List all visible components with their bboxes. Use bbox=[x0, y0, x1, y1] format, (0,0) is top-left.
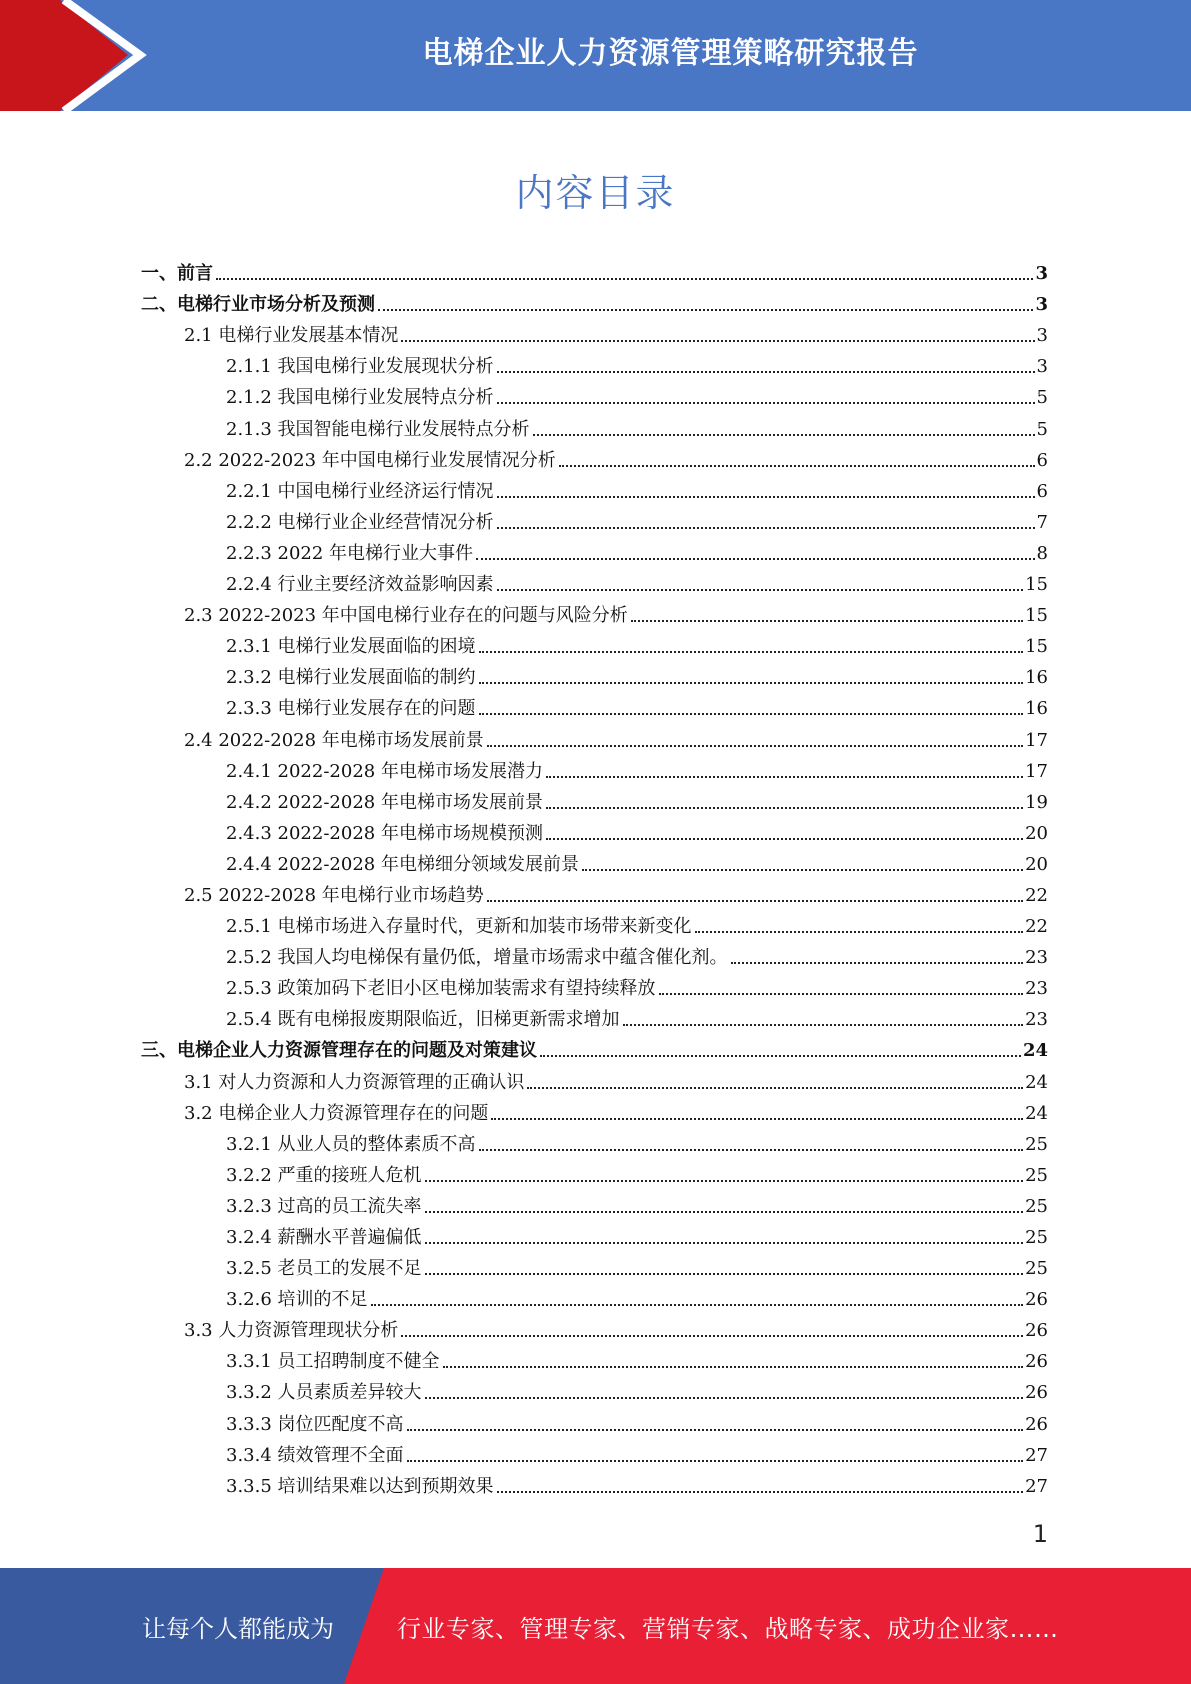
toc-dot-leader bbox=[527, 1087, 1023, 1089]
toc-dot-leader bbox=[582, 869, 1023, 871]
toc-entry[interactable] bbox=[141, 347, 1048, 378]
toc-dot-leader bbox=[476, 558, 1034, 560]
toc-entry-page: 26 bbox=[1025, 1351, 1048, 1373]
toc-entry-title: 2.4.2 2022-2028 年电梯市场发展前景 bbox=[226, 791, 543, 813]
toc-entry[interactable] bbox=[141, 783, 1048, 814]
toc-dot-leader bbox=[487, 900, 1023, 902]
toc-entry[interactable] bbox=[141, 1062, 1048, 1093]
toc-dot-leader bbox=[533, 434, 1035, 436]
toc-entry[interactable] bbox=[141, 845, 1048, 876]
toc-entry[interactable] bbox=[141, 627, 1048, 658]
toc-entry[interactable] bbox=[141, 814, 1048, 845]
toc-entry[interactable] bbox=[141, 1094, 1048, 1125]
toc-dot-leader bbox=[497, 402, 1035, 404]
toc-entry[interactable] bbox=[141, 1280, 1048, 1311]
toc-dot-leader bbox=[425, 1242, 1024, 1244]
toc-dot-leader bbox=[479, 713, 1024, 715]
toc-entry-page: 17 bbox=[1025, 760, 1048, 782]
toc-entry[interactable] bbox=[141, 1156, 1048, 1187]
toc-dot-leader bbox=[371, 1304, 1024, 1306]
toc-dot-leader bbox=[546, 807, 1023, 809]
toc-entry-title: 2.4.3 2022-2028 年电梯市场规模预测 bbox=[226, 822, 543, 844]
toc-entry[interactable] bbox=[141, 876, 1048, 907]
toc-entry-page: 6 bbox=[1036, 449, 1048, 471]
toc-dot-leader bbox=[497, 527, 1035, 529]
toc-entry[interactable] bbox=[141, 1187, 1048, 1218]
toc-entry-title: 3.2.6 培训的不足 bbox=[226, 1289, 368, 1311]
toc-entry-title: 2.3.2 电梯行业发展面临的制约 bbox=[226, 667, 476, 689]
toc-entry[interactable] bbox=[141, 969, 1048, 1000]
toc-entry-title: 2.5.2 我国人均电梯保有量仍低，增量市场需求中蕴含催化剂。 bbox=[226, 947, 728, 969]
toc-entry-title: 2.5 2022-2028 年电梯行业市场趋势 bbox=[184, 884, 484, 906]
toc-entry-title: 3.2.5 老员工的发展不足 bbox=[226, 1258, 422, 1280]
toc-entry[interactable] bbox=[141, 1249, 1048, 1280]
toc-entry-page: 26 bbox=[1025, 1320, 1048, 1342]
toc-entry-page: 25 bbox=[1025, 1258, 1048, 1280]
toc-entry[interactable] bbox=[141, 409, 1048, 440]
toc-entry-page: 6 bbox=[1036, 480, 1048, 502]
toc-entry-page: 5 bbox=[1036, 387, 1048, 409]
toc-entry[interactable] bbox=[141, 907, 1048, 938]
toc-entry[interactable] bbox=[141, 1311, 1048, 1342]
toc-entry-page: 20 bbox=[1025, 822, 1048, 844]
toc-entry[interactable] bbox=[141, 441, 1048, 472]
toc-entry[interactable] bbox=[141, 1373, 1048, 1404]
toc-entry-title: 3.2.3 过高的员工流失率 bbox=[226, 1195, 422, 1217]
toc-entry-title: 2.5.3 政策加码下老旧小区电梯加装需求有望持续释放 bbox=[226, 978, 656, 1000]
toc-dot-leader bbox=[425, 1180, 1024, 1182]
toc-entry-title: 2.3.3 电梯行业发展存在的问题 bbox=[226, 698, 476, 720]
toc-entry-page: 24 bbox=[1022, 1040, 1048, 1062]
toc-entry-page: 24 bbox=[1025, 1102, 1048, 1124]
toc-entry-title: 2.1 电梯行业发展基本情况 bbox=[184, 325, 399, 347]
toc-entry-page: 23 bbox=[1025, 947, 1048, 969]
toc-dot-leader bbox=[479, 1149, 1024, 1151]
toc-entry-page: 7 bbox=[1036, 511, 1048, 533]
toc-entry-page: 25 bbox=[1025, 1133, 1048, 1155]
toc-entry[interactable] bbox=[141, 689, 1048, 720]
toc-entry[interactable] bbox=[141, 565, 1048, 596]
toc-entry-title: 二、电梯行业市场分析及预测 bbox=[141, 294, 375, 316]
toc-entry-page: 26 bbox=[1025, 1413, 1048, 1435]
toc-entry[interactable] bbox=[141, 378, 1048, 409]
toc-entry-title: 3.3.1 员工招聘制度不健全 bbox=[226, 1351, 440, 1373]
toc-entry[interactable] bbox=[141, 1125, 1048, 1156]
toc-entry-title: 2.5.1 电梯市场进入存量时代，更新和加装市场带来新变化 bbox=[226, 916, 692, 938]
toc-entry-title: 3.3.3 岗位匹配度不高 bbox=[226, 1413, 404, 1435]
toc-entry-page: 25 bbox=[1025, 1164, 1048, 1186]
toc-dot-leader bbox=[425, 1211, 1024, 1213]
toc-dot-leader bbox=[497, 589, 1024, 591]
toc-entry-page: 20 bbox=[1025, 853, 1048, 875]
toc-entry-title: 3.2.2 严重的接班人危机 bbox=[226, 1164, 422, 1186]
toc-dot-leader bbox=[497, 1491, 1024, 1493]
toc-entry[interactable] bbox=[141, 503, 1048, 534]
footer-banner bbox=[0, 1568, 1191, 1684]
toc-entry-title: 3.2 电梯企业人力资源管理存在的问题 bbox=[184, 1102, 489, 1124]
header-banner bbox=[0, 0, 1191, 111]
toc-entry-page: 3 bbox=[1036, 356, 1048, 378]
toc-dot-leader bbox=[479, 651, 1024, 653]
report-title: 电梯企业人力资源管理策略研究报告 bbox=[422, 36, 919, 71]
toc-entry-page: 19 bbox=[1025, 791, 1048, 813]
toc-entry[interactable] bbox=[141, 1031, 1048, 1062]
toc-entry-title: 2.2 2022-2023 年中国电梯行业发展情况分析 bbox=[184, 449, 556, 471]
toc-heading: 内容目录 bbox=[515, 171, 676, 215]
toc-dot-leader bbox=[216, 278, 1033, 280]
toc-entry-title: 3.3.2 人员素质差异较大 bbox=[226, 1382, 422, 1404]
page-number: 1 bbox=[1032, 1520, 1048, 1548]
toc-entry-page: 15 bbox=[1025, 605, 1048, 627]
toc-dot-leader bbox=[425, 1397, 1024, 1399]
toc-entry-title: 2.4.1 2022-2028 年电梯市场发展潜力 bbox=[226, 760, 543, 782]
toc-entry[interactable] bbox=[141, 254, 1048, 285]
toc-entry[interactable] bbox=[141, 1000, 1048, 1031]
red-chevron-logo bbox=[0, 0, 160, 111]
toc-entry[interactable] bbox=[141, 720, 1048, 751]
toc-entry-page: 23 bbox=[1025, 1009, 1048, 1031]
toc-dot-leader bbox=[497, 496, 1035, 498]
toc-entry-page: 22 bbox=[1025, 916, 1048, 938]
toc-entry-title: 3.2.1 从业人员的整体素质不高 bbox=[226, 1133, 476, 1155]
toc-entry-page: 23 bbox=[1025, 978, 1048, 1000]
footer-slogan-left: 让每个人都能成为 bbox=[142, 1614, 334, 1643]
toc-dot-leader bbox=[479, 682, 1024, 684]
toc-entry-title: 2.1.1 我国电梯行业发展现状分析 bbox=[226, 356, 494, 378]
toc-entry-page: 17 bbox=[1025, 729, 1048, 751]
toc-entry-title: 3.2.4 薪酬水平普遍偏低 bbox=[226, 1227, 422, 1248]
toc-entry-title: 2.2.3 2022 年电梯行业大事件 bbox=[226, 542, 474, 564]
toc-entry-title: 3.3 人力资源管理现状分析 bbox=[184, 1320, 399, 1342]
toc-dot-leader bbox=[407, 1429, 1024, 1431]
toc-entry-title: 3.3.4 绩效管理不全面 bbox=[226, 1444, 404, 1466]
toc-entry-page: 3 bbox=[1035, 294, 1048, 316]
toc-dot-leader bbox=[407, 1460, 1024, 1462]
toc-entry-page: 25 bbox=[1025, 1227, 1048, 1248]
toc-entry[interactable] bbox=[141, 285, 1048, 316]
toc-entry-title: 2.4 2022-2028 年电梯市场发展前景 bbox=[184, 729, 484, 751]
toc-entry-page: 22 bbox=[1025, 884, 1048, 906]
toc-entry-page: 16 bbox=[1025, 698, 1048, 720]
toc-dot-leader bbox=[443, 1366, 1024, 1368]
toc-entry-title: 3.1 对人力资源和人力资源管理的正确认识 bbox=[184, 1071, 525, 1093]
toc-dot-leader bbox=[401, 1335, 1023, 1337]
toc-entry-title: 2.3 2022-2023 年中国电梯行业存在的问题与风险分析 bbox=[184, 605, 628, 627]
toc-entry-title: 2.2.1 中国电梯行业经济运行情况 bbox=[226, 480, 494, 502]
toc-dot-leader bbox=[378, 309, 1033, 311]
toc-entry-title: 2.3.1 电梯行业发展面临的困境 bbox=[226, 636, 476, 658]
toc-dot-leader bbox=[497, 371, 1035, 373]
toc-dot-leader bbox=[631, 620, 1023, 622]
toc-entry-page: 15 bbox=[1025, 574, 1048, 596]
toc-dot-leader bbox=[695, 931, 1024, 933]
toc-entry[interactable] bbox=[141, 1467, 1048, 1498]
toc-entry-page: 26 bbox=[1025, 1382, 1048, 1404]
toc-dot-leader bbox=[401, 340, 1034, 342]
toc-entry-title: 2.2.2 电梯行业企业经营情况分析 bbox=[226, 511, 494, 533]
toc-entry[interactable] bbox=[141, 534, 1048, 565]
footer-slogan-right: 行业专家、管理专家、营销专家、战略专家、成功企业家…… bbox=[397, 1614, 1059, 1643]
toc-dot-leader bbox=[540, 1055, 1021, 1057]
toc-entry[interactable] bbox=[141, 938, 1048, 969]
toc-entry[interactable] bbox=[141, 1436, 1048, 1467]
table-of-contents bbox=[141, 254, 1048, 1498]
toc-entry-page: 24 bbox=[1025, 1071, 1048, 1093]
toc-dot-leader bbox=[659, 993, 1024, 995]
toc-entry-title: 2.1.3 我国智能电梯行业发展特点分析 bbox=[226, 418, 530, 440]
toc-dot-leader bbox=[731, 962, 1024, 964]
toc-dot-leader bbox=[623, 1024, 1024, 1026]
toc-entry[interactable] bbox=[141, 658, 1048, 689]
toc-entry-title: 一、前言 bbox=[141, 263, 213, 285]
toc-entry-title: 2.5.4 既有电梯报废期限临近，旧梯更新需求增加 bbox=[226, 1009, 620, 1031]
toc-entry-title: 2.4.4 2022-2028 年电梯细分领域发展前景 bbox=[226, 853, 579, 875]
toc-entry-page: 3 bbox=[1036, 325, 1048, 347]
toc-entry-page: 15 bbox=[1025, 636, 1048, 658]
toc-entry-page: 27 bbox=[1025, 1475, 1048, 1497]
toc-entry-page: 27 bbox=[1025, 1444, 1048, 1466]
toc-entry[interactable] bbox=[141, 316, 1048, 347]
toc-entry[interactable] bbox=[141, 472, 1048, 503]
toc-entry[interactable] bbox=[141, 1218, 1048, 1249]
toc-entry-title: 3.3.5 培训结果难以达到预期效果 bbox=[226, 1475, 494, 1497]
toc-entry[interactable] bbox=[141, 1404, 1048, 1435]
toc-entry-title: 2.1.2 我国电梯行业发展特点分析 bbox=[226, 387, 494, 409]
toc-dot-leader bbox=[559, 465, 1035, 467]
toc-entry[interactable] bbox=[141, 752, 1048, 783]
toc-entry-title: 2.2.4 行业主要经济效益影响因素 bbox=[226, 574, 494, 596]
toc-entry[interactable] bbox=[141, 596, 1048, 627]
toc-entry-title: 三、电梯企业人力资源管理存在的问题及对策建议 bbox=[141, 1040, 537, 1062]
toc-entry-page: 26 bbox=[1025, 1289, 1048, 1311]
toc-dot-leader bbox=[546, 838, 1023, 840]
toc-dot-leader bbox=[487, 745, 1023, 747]
toc-dot-leader bbox=[425, 1273, 1024, 1275]
toc-entry-page: 16 bbox=[1025, 667, 1048, 689]
toc-entry-page: 3 bbox=[1035, 263, 1048, 285]
toc-entry[interactable] bbox=[141, 1342, 1048, 1373]
toc-dot-leader bbox=[491, 1118, 1023, 1120]
toc-entry-page: 5 bbox=[1036, 418, 1048, 440]
toc-entry-page: 25 bbox=[1025, 1195, 1048, 1217]
toc-dot-leader bbox=[546, 776, 1023, 778]
toc-entry-page: 8 bbox=[1036, 542, 1048, 564]
